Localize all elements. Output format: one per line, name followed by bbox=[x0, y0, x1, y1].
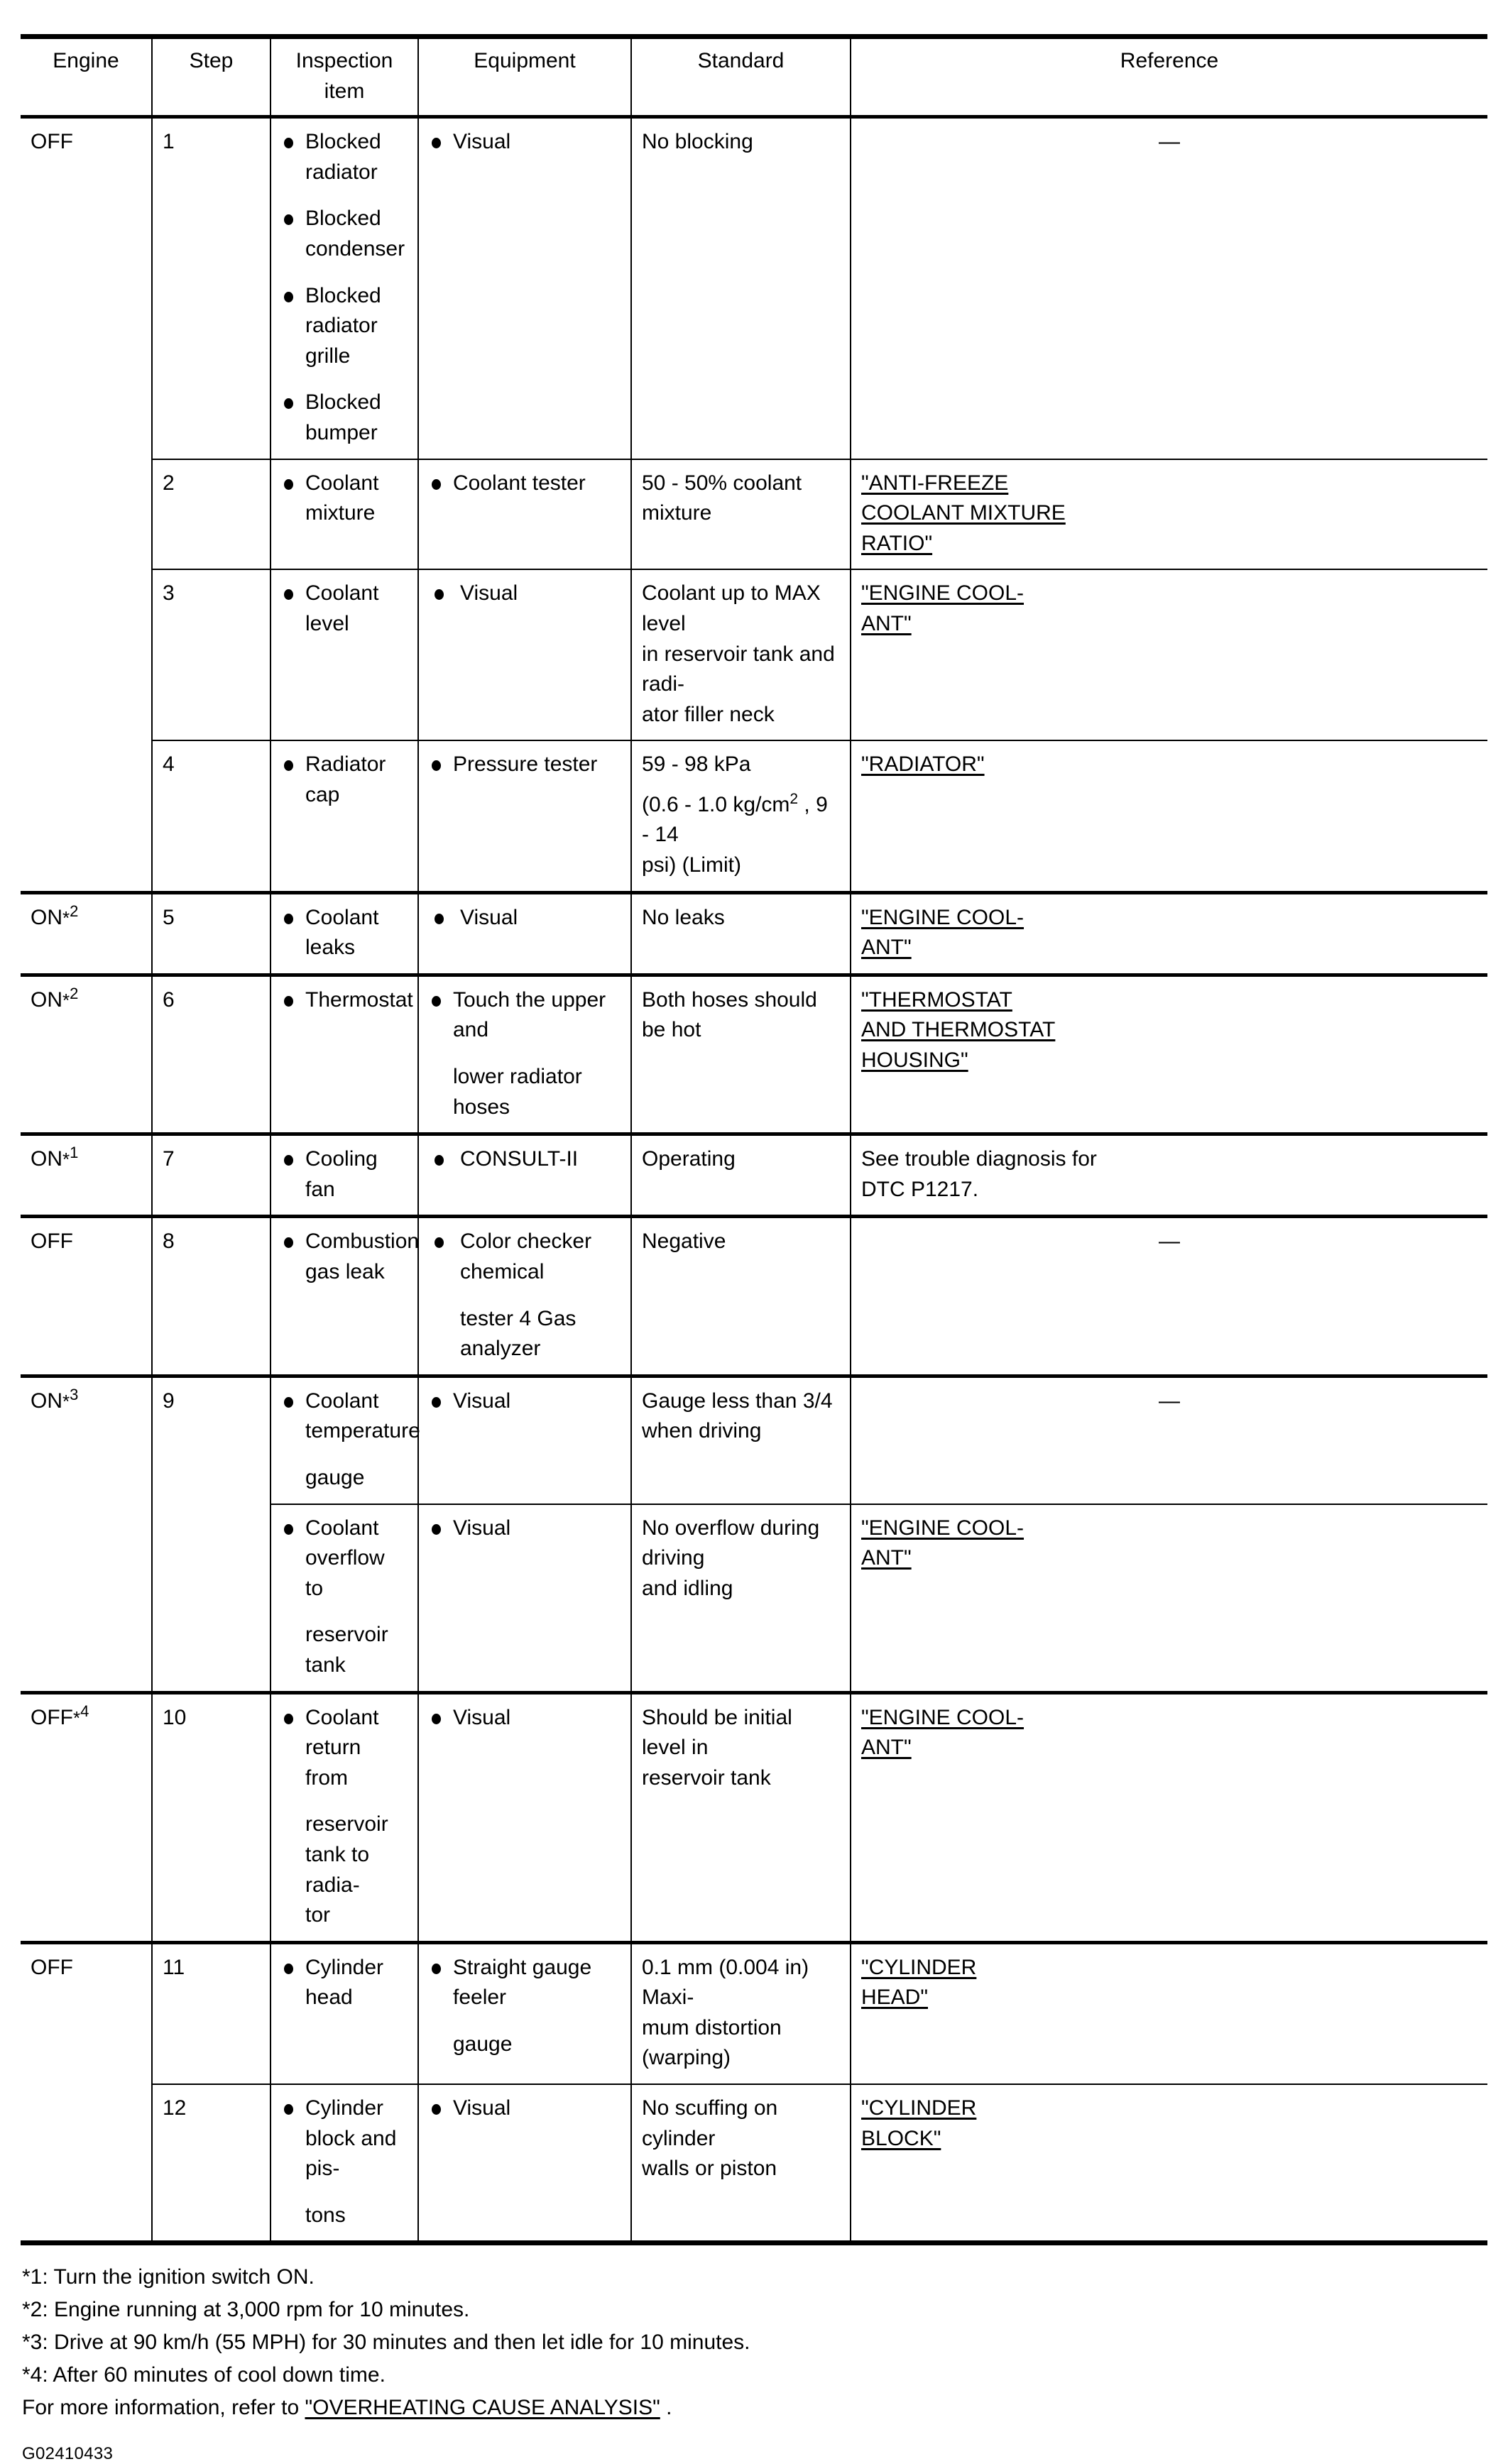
bullet-item: Visual bbox=[429, 127, 621, 158]
cell-reference bbox=[851, 1217, 1487, 1376]
reference-link-line[interactable]: ANT" bbox=[861, 936, 912, 960]
bullet-item: Coolant mixture bbox=[281, 469, 408, 529]
cell-standard bbox=[631, 975, 851, 1134]
cell-reference bbox=[851, 1504, 1487, 1692]
bullet-item: CONSULT-II bbox=[429, 1144, 621, 1175]
table-row bbox=[21, 1504, 1487, 1692]
cell-inspection-item bbox=[271, 892, 418, 975]
reference-link-line[interactable]: ANT" bbox=[861, 1546, 912, 1570]
bullet-item-continuation: tons bbox=[305, 2203, 346, 2227]
bullet-item: Cooling fan bbox=[281, 1144, 408, 1205]
bullet-item: Color checker chemical bbox=[429, 1227, 621, 1287]
standard-line: psi) (Limit) bbox=[642, 853, 741, 877]
standard-line: reservoir tank bbox=[642, 1765, 771, 1790]
footnote-marker-star: * bbox=[62, 989, 70, 1011]
reference-link-line[interactable]: RATIO" bbox=[861, 531, 933, 555]
cell-inspection-item bbox=[271, 1376, 418, 1504]
reference-link-line[interactable]: "ANTI-FREEZE bbox=[861, 471, 1009, 495]
bullet-item-continuation: tor bbox=[305, 1903, 331, 1927]
cell-equipment bbox=[418, 975, 631, 1134]
bullet-item: Touch the upper and bbox=[429, 985, 621, 1046]
reference-text-line: DTC P1217. bbox=[861, 1177, 979, 1201]
table-row bbox=[21, 459, 1487, 570]
bullet-item: Visual bbox=[429, 2093, 621, 2124]
table-row bbox=[21, 1134, 1487, 1217]
cell-step: 4 bbox=[152, 740, 271, 892]
engine-state: ON bbox=[31, 905, 62, 929]
footnote-3: *3: Drive at 90 km/h (55 MPH) for 30 minutes and then let idle for 10 minutes. bbox=[22, 2331, 750, 2355]
reference-link-line[interactable]: "ENGINE COOL- bbox=[861, 581, 1025, 606]
table-header-row bbox=[21, 37, 1487, 117]
reference-link-line[interactable]: "ENGINE COOL- bbox=[861, 905, 1025, 929]
cell-step: 8 bbox=[152, 1217, 271, 1376]
standard-line: ator filler neck bbox=[642, 702, 775, 726]
footnote-marker-star: * bbox=[73, 1707, 81, 1729]
cell-equipment bbox=[418, 1504, 631, 1692]
cell-engine bbox=[21, 1504, 152, 1692]
column-header-step: Step bbox=[152, 37, 271, 117]
cell-standard bbox=[631, 1217, 851, 1376]
cell-reference bbox=[851, 2084, 1487, 2243]
footnotes bbox=[21, 2261, 1487, 2424]
table-row bbox=[21, 1692, 1487, 1942]
cell-equipment bbox=[418, 1134, 631, 1217]
standard-line: mum distortion (warping) bbox=[642, 2015, 782, 2070]
cell-inspection-item bbox=[271, 975, 418, 1134]
table-row bbox=[21, 2084, 1487, 2243]
cell-equipment bbox=[418, 1376, 631, 1504]
cell-equipment bbox=[418, 1217, 631, 1376]
reference-link-line[interactable]: "RADIATOR" bbox=[861, 752, 985, 777]
cell-standard bbox=[631, 1376, 851, 1504]
cell-reference bbox=[851, 892, 1487, 975]
reference-link-line[interactable]: HOUSING" bbox=[861, 1048, 968, 1073]
cell-equipment bbox=[418, 740, 631, 892]
bullet-item: Visual bbox=[429, 1513, 621, 1544]
bullet-item: Thermostat bbox=[281, 985, 408, 1016]
cell-reference bbox=[851, 1942, 1487, 2084]
cell-standard bbox=[631, 740, 851, 892]
bullet-item: Coolant tester bbox=[429, 469, 621, 499]
reference-text-line: See trouble diagnosis for bbox=[861, 1147, 1097, 1171]
bullet-item: Coolant overflow to bbox=[281, 1513, 408, 1604]
cell-standard bbox=[631, 459, 851, 570]
empty-reference-dash bbox=[861, 1227, 1477, 1257]
cell-step: 2 bbox=[152, 459, 271, 570]
cell-engine bbox=[21, 740, 152, 892]
cell-standard bbox=[631, 1134, 851, 1217]
bullet-item: Visual bbox=[429, 579, 621, 609]
cell-step: 12 bbox=[152, 2084, 271, 2243]
cell-reference bbox=[851, 740, 1487, 892]
reference-link-line[interactable]: HEAD" bbox=[861, 1986, 928, 2010]
table-row bbox=[21, 569, 1487, 740]
bullet-item: Blocked bumper bbox=[281, 388, 408, 448]
bullet-item: Visual bbox=[429, 1386, 621, 1417]
standard-line: walls or piston bbox=[642, 2157, 777, 2181]
cell-inspection-item bbox=[271, 1942, 418, 2084]
bullet-item: Blocked radiator bbox=[281, 127, 408, 187]
cell-inspection-item bbox=[271, 2084, 418, 2243]
cell-engine bbox=[21, 459, 152, 570]
cell-reference bbox=[851, 1376, 1487, 1504]
bullet-item: Cylinder block and pis- bbox=[281, 2093, 408, 2184]
cell-standard bbox=[631, 1504, 851, 1692]
cell-engine bbox=[21, 975, 152, 1134]
cell-inspection-item bbox=[271, 459, 418, 570]
table-body bbox=[21, 117, 1487, 2243]
footnote-marker-number: 2 bbox=[70, 984, 79, 1002]
cell-engine bbox=[21, 1217, 152, 1376]
cell-inspection-item bbox=[271, 740, 418, 892]
cell-engine bbox=[21, 1376, 152, 1504]
cell-step: 3 bbox=[152, 569, 271, 740]
cell-step: 10 bbox=[152, 1692, 271, 1942]
standard-line: Should be initial level in bbox=[642, 1705, 792, 1760]
cell-equipment bbox=[418, 569, 631, 740]
footnote-marker-star: * bbox=[62, 1149, 70, 1171]
reference-link-line[interactable]: "ENGINE COOL- bbox=[861, 1705, 1025, 1729]
engine-state: ON bbox=[31, 987, 62, 1012]
more-info-suffix: . bbox=[660, 2396, 672, 2419]
standard-line: Both hoses should be hot bbox=[642, 987, 817, 1042]
bullet-item-continuation: lower radiator hoses bbox=[453, 1065, 582, 1119]
footnote-marker-number: 3 bbox=[70, 1385, 79, 1403]
table-row bbox=[21, 1942, 1487, 2084]
table-row bbox=[21, 1376, 1487, 1504]
standard-line: Negative bbox=[642, 1230, 726, 1254]
bullet-item-continuation: gauge bbox=[453, 2032, 513, 2056]
cell-inspection-item bbox=[271, 569, 418, 740]
engine-state: OFF bbox=[31, 1230, 73, 1254]
standard-line: 59 - 98 kPa bbox=[642, 752, 751, 777]
standard-line: No scuffing on cylinder bbox=[642, 2096, 778, 2150]
cell-engine bbox=[21, 2084, 152, 2243]
cell-inspection-item bbox=[271, 117, 418, 459]
superscript-square: 2 bbox=[789, 790, 799, 807]
standard-line: No overflow during driving bbox=[642, 1516, 820, 1570]
cell-equipment bbox=[418, 459, 631, 570]
bullet-item: Coolant return from bbox=[281, 1703, 408, 1794]
standard-line: Coolant up to MAX level bbox=[642, 581, 821, 635]
footnote-marker-star: * bbox=[62, 907, 70, 929]
cell-reference bbox=[851, 975, 1487, 1134]
cell-equipment bbox=[418, 1942, 631, 2084]
bullet-item: Visual bbox=[429, 903, 621, 933]
engine-state: ON bbox=[31, 1389, 62, 1413]
reference-link-line[interactable]: AND THERMOSTAT bbox=[861, 1018, 1056, 1042]
footnote-2: *2: Engine running at 3,000 rpm for 10 minutes. bbox=[22, 2298, 470, 2322]
bullet-item: Visual bbox=[429, 1703, 621, 1734]
bullet-item: Coolant level bbox=[281, 579, 408, 639]
cell-step: 7 bbox=[152, 1134, 271, 1217]
cell-reference bbox=[851, 569, 1487, 740]
cell-inspection-item bbox=[271, 1134, 418, 1217]
reference-link-line[interactable]: "THERMOSTAT bbox=[861, 987, 1012, 1012]
standard-line: No blocking bbox=[642, 130, 753, 154]
engine-state: ON bbox=[31, 1147, 62, 1171]
bullet-item-continuation: gauge bbox=[305, 1465, 365, 1489]
table-row bbox=[21, 975, 1487, 1134]
bullet-item: Coolant temperature bbox=[281, 1386, 408, 1447]
standard-line: in reservoir tank and radi- bbox=[642, 642, 835, 696]
cell-step: 9 bbox=[152, 1376, 271, 1504]
inspection-table bbox=[21, 34, 1487, 2245]
overheating-cause-analysis-link[interactable]: "OVERHEATING CAUSE ANALYSIS" bbox=[305, 2396, 660, 2419]
cell-standard bbox=[631, 117, 851, 459]
reference-link-line[interactable]: BLOCK" bbox=[861, 2126, 941, 2150]
document-id: G02410433 bbox=[22, 2443, 114, 2463]
footnote-more-info bbox=[22, 2392, 1487, 2424]
footnote-marker-number: 2 bbox=[70, 902, 79, 920]
bullet-item: Blocked radiator grille bbox=[281, 281, 408, 372]
cell-step: 6 bbox=[152, 975, 271, 1134]
reference-link-line[interactable]: "CYLINDER bbox=[861, 1955, 977, 1979]
bullet-item: Combustion gas leak bbox=[281, 1227, 408, 1287]
cell-standard bbox=[631, 1692, 851, 1942]
bullet-item: Radiator cap bbox=[281, 750, 408, 810]
bullet-item: Coolant leaks bbox=[281, 903, 408, 963]
cell-equipment bbox=[418, 2084, 631, 2243]
bullet-item-continuation: tester 4 Gas analyzer bbox=[460, 1306, 577, 1361]
footnote-4: *4: After 60 minutes of cool down time. bbox=[22, 2363, 386, 2387]
footnote-marker-star: * bbox=[62, 1390, 70, 1412]
bullet-item: Blocked condenser bbox=[281, 204, 408, 264]
cell-standard bbox=[631, 892, 851, 975]
cell-inspection-item bbox=[271, 1504, 418, 1692]
cell-engine bbox=[21, 117, 152, 459]
standard-line: when driving bbox=[642, 1419, 762, 1443]
reference-link-line[interactable]: ANT" bbox=[861, 1736, 912, 1760]
table-row bbox=[21, 740, 1487, 892]
standard-line: Operating bbox=[642, 1147, 736, 1171]
cell-reference bbox=[851, 459, 1487, 570]
engine-state: OFF bbox=[31, 1955, 73, 1979]
cell-equipment bbox=[418, 1692, 631, 1942]
cell-engine bbox=[21, 1134, 152, 1217]
column-header-engine: Engine bbox=[21, 37, 152, 117]
cell-step: 5 bbox=[152, 892, 271, 975]
empty-reference-dash bbox=[861, 127, 1477, 158]
cell-standard bbox=[631, 569, 851, 740]
cell-inspection-item bbox=[271, 1692, 418, 1942]
footnote-1: *1: Turn the ignition switch ON. bbox=[22, 2265, 315, 2289]
cell-equipment bbox=[418, 117, 631, 459]
empty-reference-dash bbox=[861, 1386, 1477, 1417]
cell-reference bbox=[851, 1134, 1487, 1217]
bullet-item: Pressure tester bbox=[429, 750, 621, 780]
cell-standard bbox=[631, 1942, 851, 2084]
bullet-item: Straight gauge feeler bbox=[429, 1953, 621, 2013]
standard-line: 50 - 50% coolant mixture bbox=[642, 471, 802, 525]
engine-state: OFF bbox=[31, 130, 73, 154]
column-header-standard: Standard bbox=[631, 37, 851, 117]
table-row bbox=[21, 892, 1487, 975]
reference-link-line[interactable]: COOLANT MIXTURE bbox=[861, 501, 1066, 525]
standard-line: Gauge less than 3/4 bbox=[642, 1389, 833, 1413]
cell-engine bbox=[21, 569, 152, 740]
table-row bbox=[21, 1217, 1487, 1376]
reference-link-line[interactable]: ANT" bbox=[861, 611, 912, 635]
standard-line: (0.6 - 1.0 $kg/cm^2$ , 9 - 14 bbox=[642, 790, 828, 847]
standard-line: and idling bbox=[642, 1576, 733, 1600]
table-row bbox=[21, 117, 1487, 459]
column-header-equipment: Equipment bbox=[418, 37, 631, 117]
cell-inspection-item bbox=[271, 1217, 418, 1376]
reference-link-line[interactable]: "CYLINDER bbox=[861, 2096, 977, 2120]
column-header-inspection-item: Inspection item bbox=[271, 37, 418, 117]
cell-reference bbox=[851, 1692, 1487, 1942]
engine-state: OFF bbox=[31, 1705, 73, 1729]
cell-step: 11 bbox=[152, 1942, 271, 2084]
footnote-marker-number: 4 bbox=[80, 1702, 89, 1720]
standard-line: No leaks bbox=[642, 905, 725, 929]
cell-engine bbox=[21, 892, 152, 975]
cell-step: 1 bbox=[152, 117, 271, 459]
cell-standard bbox=[631, 2084, 851, 2243]
footnote-marker-number: 1 bbox=[70, 1144, 79, 1162]
more-info-prefix: For more information, refer to bbox=[22, 2396, 305, 2419]
cell-reference bbox=[851, 117, 1487, 459]
bullet-item-continuation: reservoir tank bbox=[305, 1623, 388, 1677]
cell-engine bbox=[21, 1692, 152, 1942]
cell-engine bbox=[21, 1942, 152, 2084]
bullet-item-continuation: reservoir tank to radia- bbox=[305, 1812, 388, 1897]
reference-link-line[interactable]: "ENGINE COOL- bbox=[861, 1516, 1025, 1540]
standard-line: 0.1 mm (0.004 in) Maxi- bbox=[642, 1955, 809, 2010]
cell-equipment bbox=[418, 892, 631, 975]
cell-step bbox=[152, 1504, 271, 1692]
bullet-item: Cylinder head bbox=[281, 1953, 408, 2013]
column-header-reference: Reference bbox=[851, 37, 1487, 117]
